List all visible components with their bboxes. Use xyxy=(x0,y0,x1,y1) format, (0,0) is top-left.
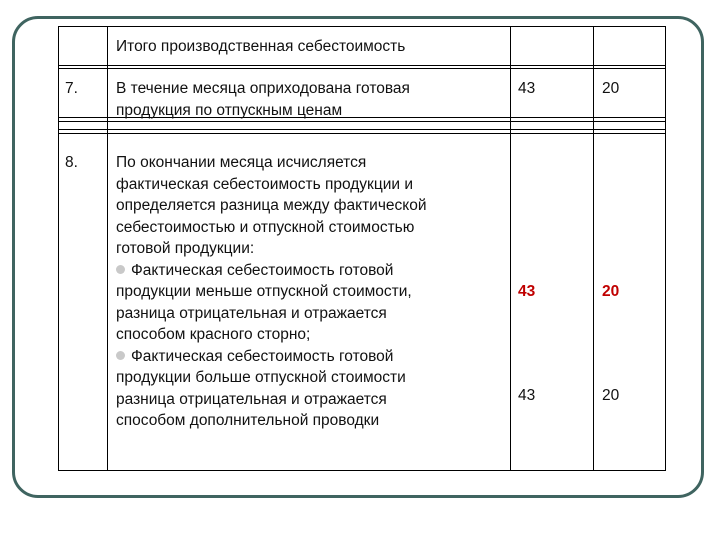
text-line: Фактическая себестоимость готовой xyxy=(131,261,394,279)
row-divider xyxy=(58,133,666,134)
text-line: продукция по отпускным ценам xyxy=(116,101,343,119)
text-line: разница отрицательная и отражается xyxy=(116,390,387,408)
column-divider xyxy=(107,26,108,470)
bullet-dot-icon xyxy=(116,265,125,274)
text-line: определяется разница между фактической xyxy=(116,197,427,214)
column-divider xyxy=(593,26,594,470)
column-divider xyxy=(510,26,511,470)
text-line: В течение месяца оприходована готовая xyxy=(116,80,410,97)
bullet-dot-icon xyxy=(116,351,125,360)
text-line: способом красного сторно; xyxy=(116,326,311,343)
additional-entry-debit: 43 xyxy=(518,387,536,404)
additional-entry-credit: 20 xyxy=(602,387,620,404)
total-cost-header: Итого производственная себестоимость xyxy=(116,38,406,55)
row-number: 8. xyxy=(65,154,78,171)
text-line: готовой продукции: xyxy=(116,240,255,257)
text-line: Фактическая себестоимость готовой xyxy=(131,347,394,365)
row-number: 7. xyxy=(65,80,78,97)
row-divider xyxy=(58,65,666,66)
text-line: себестоимостью и отпускной стоимостью xyxy=(116,218,415,236)
text-line: продукции меньше отпускной стоимости, xyxy=(116,283,412,300)
row-text xyxy=(116,78,410,121)
red-storno-debit: 43 xyxy=(518,283,536,300)
text-line: способом дополнительной проводки xyxy=(116,412,380,429)
row-divider xyxy=(58,121,666,122)
debit-value: 43 xyxy=(518,80,536,97)
bullet-item xyxy=(116,346,427,432)
text-line: разница отрицательная и отражается xyxy=(116,304,387,322)
row-divider xyxy=(58,68,666,69)
text-line: продукции больше отпускной стоимости xyxy=(116,369,406,386)
text-line: фактическая себестоимость продукции и xyxy=(116,175,413,193)
red-storno-credit: 20 xyxy=(602,283,620,300)
row-text xyxy=(116,152,427,432)
accounting-table xyxy=(58,26,666,470)
text-line: По окончании месяца исчисляется xyxy=(116,154,367,171)
credit-value: 20 xyxy=(602,80,620,97)
row-divider xyxy=(58,129,666,130)
bullet-item xyxy=(116,260,427,346)
